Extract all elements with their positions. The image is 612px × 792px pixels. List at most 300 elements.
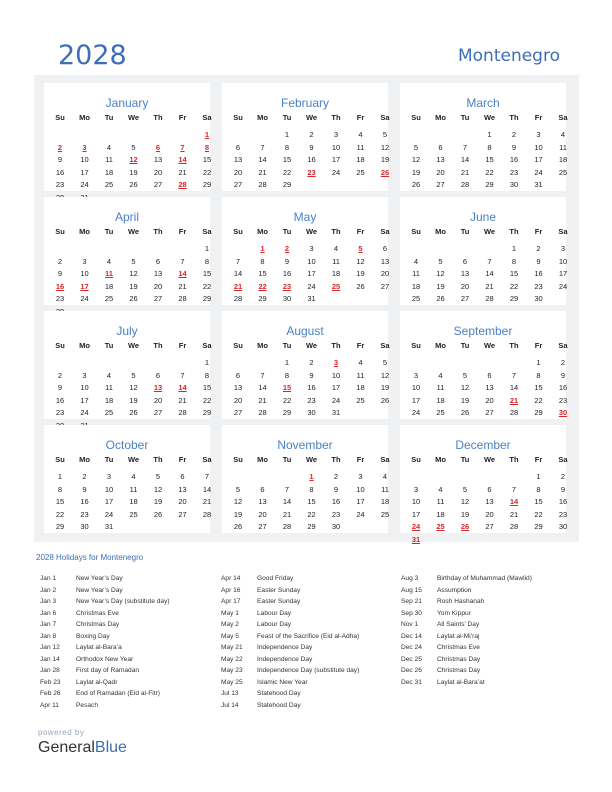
calendar-day: 20 bbox=[178, 497, 187, 506]
calendar-day: 9 bbox=[560, 484, 566, 494]
holiday-date: Apr 17 bbox=[221, 598, 241, 605]
holiday-name: Assumption bbox=[437, 586, 472, 594]
weekday-header: We bbox=[127, 455, 140, 464]
calendar-day: 10 bbox=[356, 484, 365, 494]
calendar-day: 28 bbox=[258, 180, 267, 189]
calendar-day: 11 bbox=[381, 484, 389, 494]
calendar-day: 10 bbox=[80, 269, 89, 278]
holiday-name: Christmas Eve bbox=[76, 609, 119, 617]
calendar-grid bbox=[34, 75, 579, 542]
weekday-header: Th bbox=[153, 341, 163, 350]
calendar-day: 16 bbox=[558, 497, 568, 506]
calendar-day: 29 bbox=[282, 180, 292, 189]
holiday-day: 30 bbox=[558, 408, 568, 417]
calendar-day: 13 bbox=[436, 155, 445, 164]
holiday-row bbox=[40, 644, 170, 656]
calendar-day: 12 bbox=[153, 484, 163, 494]
holiday-day: 11 bbox=[105, 269, 113, 278]
calendar-day: 1 bbox=[487, 130, 492, 139]
calendar-day: 4 bbox=[333, 244, 339, 253]
holiday-date: Feb 23 bbox=[40, 678, 61, 686]
holiday-name: New Year’s Day (substitute day) bbox=[76, 598, 170, 605]
weekday-header: We bbox=[305, 227, 318, 236]
calendar-day: 11 bbox=[356, 370, 365, 380]
weekday-header: Mo bbox=[79, 113, 90, 122]
weekday-header: Sa bbox=[202, 455, 212, 464]
holiday-row bbox=[221, 633, 359, 645]
calendar-day: 6 bbox=[155, 370, 161, 380]
calendar-day: 16 bbox=[55, 395, 65, 405]
calendar-day: 5 bbox=[382, 130, 388, 139]
month-name: November bbox=[277, 438, 333, 452]
calendar-day: 23 bbox=[558, 395, 568, 405]
calendar-day: 8 bbox=[284, 370, 290, 380]
calendar-day: 5 bbox=[131, 370, 136, 380]
weekday-header: Tu bbox=[460, 341, 470, 350]
calendar-day: 31 bbox=[534, 180, 543, 189]
holiday-name: Orthodox New Year bbox=[76, 655, 134, 663]
calendar-day: 24 bbox=[80, 294, 89, 303]
weekday-header: Tu bbox=[460, 227, 470, 236]
calendar-day: 9 bbox=[333, 484, 339, 494]
calendar-day: 11 bbox=[129, 484, 138, 494]
holiday-row bbox=[221, 610, 359, 622]
month-march bbox=[400, 83, 566, 191]
calendar-day: 16 bbox=[307, 383, 316, 392]
calendar-day: 9 bbox=[511, 142, 517, 152]
holiday-row bbox=[401, 598, 532, 610]
holiday-date: Aug 3 bbox=[401, 575, 419, 582]
calendar-day: 5 bbox=[462, 484, 468, 494]
weekday-header: Tu bbox=[282, 113, 292, 122]
weekday-header: We bbox=[127, 341, 140, 350]
weekday-header: Su bbox=[233, 227, 243, 236]
calendar-day: 8 bbox=[57, 484, 63, 494]
holiday-day: 23 bbox=[282, 281, 292, 291]
calendar-day: 7 bbox=[462, 142, 468, 152]
calendar-day: 21 bbox=[258, 167, 267, 177]
calendar-day: 4 bbox=[106, 370, 112, 380]
calendar-day: 17 bbox=[80, 167, 89, 177]
holiday-name: Christmas Day bbox=[437, 655, 481, 663]
holiday-name: Independence Day bbox=[257, 655, 313, 663]
holiday-row bbox=[401, 633, 532, 645]
holiday-row bbox=[221, 679, 359, 691]
holiday-name: Birthday of Muhammad (Mawlid) bbox=[437, 575, 532, 582]
calendar-day: 30 bbox=[509, 180, 519, 189]
calendar-day: 9 bbox=[57, 155, 63, 164]
month-october bbox=[44, 425, 210, 533]
holiday-date: Sep 30 bbox=[401, 609, 422, 617]
holiday-day: 28 bbox=[178, 180, 187, 189]
calendar-day: 21 bbox=[485, 281, 494, 291]
calendar-day: 21 bbox=[178, 395, 187, 405]
holiday-row bbox=[40, 610, 170, 622]
calendar-day: 22 bbox=[202, 281, 212, 291]
calendar-day: 13 bbox=[485, 497, 494, 506]
month-name: March bbox=[466, 96, 500, 110]
weekday-header: Fr bbox=[178, 455, 187, 464]
calendar-day: 9 bbox=[560, 370, 566, 380]
calendar-day: 22 bbox=[282, 395, 292, 405]
holiday-row bbox=[40, 667, 170, 679]
holiday-date: Jan 28 bbox=[40, 667, 60, 674]
holiday-name: Christmas Day bbox=[437, 667, 481, 674]
calendar-day: 10 bbox=[80, 155, 89, 164]
holiday-day: 8 bbox=[204, 142, 210, 152]
calendar-day: 24 bbox=[80, 408, 89, 417]
holiday-day: 24 bbox=[411, 522, 421, 531]
calendar-day: 5 bbox=[462, 370, 468, 380]
holiday-day: 22 bbox=[258, 281, 267, 291]
calendar-day: 30 bbox=[282, 294, 292, 303]
calendar-day: 15 bbox=[55, 497, 65, 506]
holiday-day: 1 bbox=[204, 130, 210, 139]
calendar-day: 5 bbox=[382, 358, 388, 367]
calendar-day: 19 bbox=[356, 269, 365, 278]
calendar-day: 18 bbox=[356, 383, 365, 392]
holiday-name: Statehood Day bbox=[257, 690, 301, 697]
holiday-name: Pesach bbox=[76, 701, 98, 709]
calendar-day: 1 bbox=[57, 472, 63, 481]
holiday-date: Sep 21 bbox=[401, 598, 422, 605]
weekday-header: Sa bbox=[558, 227, 568, 236]
weekday-header: Mo bbox=[435, 227, 446, 236]
weekday-header: Tu bbox=[104, 455, 114, 464]
weekday-header: Tu bbox=[104, 341, 114, 350]
holiday-name: Easter Sunday bbox=[257, 598, 301, 605]
calendar-day: 13 bbox=[233, 383, 243, 392]
holiday-day: 14 bbox=[178, 269, 187, 278]
holiday-date: Jul 14 bbox=[221, 701, 239, 709]
weekday-header: Th bbox=[509, 455, 519, 464]
weekday-header: Su bbox=[411, 113, 421, 122]
holiday-day: 26 bbox=[460, 522, 470, 531]
holiday-row bbox=[221, 690, 359, 702]
calendar-day: 23 bbox=[55, 408, 65, 417]
calendar-day: 29 bbox=[202, 294, 212, 303]
weekday-header: Su bbox=[55, 113, 65, 122]
calendar-day: 15 bbox=[534, 497, 543, 506]
calendar-day: 2 bbox=[560, 472, 566, 481]
holiday-day: 12 bbox=[129, 155, 138, 164]
calendar-day: 15 bbox=[307, 497, 316, 506]
calendar-day: 22 bbox=[202, 167, 212, 177]
month-name: April bbox=[114, 210, 139, 224]
holiday-date: Jan 3 bbox=[40, 598, 57, 605]
holiday-day: 17 bbox=[80, 281, 89, 291]
calendar-day: 16 bbox=[282, 269, 292, 278]
country-title: Montenegro bbox=[457, 46, 560, 66]
calendar-day: 12 bbox=[460, 497, 470, 506]
weekday-header: Su bbox=[411, 227, 421, 236]
calendar-day: 27 bbox=[436, 180, 445, 189]
calendar-day: 29 bbox=[202, 408, 212, 417]
calendar-day: 6 bbox=[260, 484, 265, 494]
calendar-day: 25 bbox=[129, 509, 138, 519]
holiday-day: 21 bbox=[509, 395, 519, 405]
holiday-row bbox=[401, 679, 532, 691]
calendar-day: 29 bbox=[307, 522, 316, 531]
calendar-day: 1 bbox=[204, 244, 210, 253]
holiday-date: Jan 6 bbox=[40, 609, 57, 617]
calendar-day: 18 bbox=[129, 497, 138, 506]
calendar-day: 10 bbox=[331, 370, 341, 380]
holiday-day: 1 bbox=[309, 472, 314, 481]
calendar-day: 24 bbox=[411, 408, 421, 417]
calendar-day: 15 bbox=[202, 383, 212, 392]
weekday-header: We bbox=[127, 113, 140, 122]
weekday-header: Mo bbox=[257, 113, 268, 122]
calendar-day: 7 bbox=[284, 484, 290, 494]
holiday-row bbox=[40, 587, 170, 599]
calendar-day: 14 bbox=[258, 383, 267, 392]
month-december bbox=[400, 425, 568, 544]
holiday-date: Dec 14 bbox=[401, 632, 422, 640]
calendar-day: 6 bbox=[235, 142, 241, 152]
weekday-header: Th bbox=[331, 113, 341, 122]
calendar-day: 10 bbox=[558, 256, 568, 266]
calendar-day: 9 bbox=[536, 256, 541, 266]
month-february bbox=[222, 83, 388, 191]
weekday-header: Sa bbox=[558, 113, 568, 122]
month-september bbox=[400, 311, 566, 419]
calendar-day: 8 bbox=[284, 142, 290, 152]
holiday-day: 31 bbox=[411, 534, 421, 544]
calendar-day: 27 bbox=[233, 180, 243, 189]
calendar-day: 22 bbox=[202, 395, 212, 405]
calendar-day: 8 bbox=[309, 484, 314, 494]
holiday-row bbox=[40, 690, 170, 702]
calendar-day: 18 bbox=[380, 497, 390, 506]
holiday-day: 14 bbox=[509, 497, 519, 506]
holiday-column bbox=[401, 575, 532, 690]
calendar-day: 2 bbox=[333, 472, 339, 481]
calendar-day: 26 bbox=[356, 281, 365, 291]
calendar-day: 11 bbox=[105, 383, 113, 392]
calendar-day: 19 bbox=[411, 167, 421, 177]
calendar-day: 17 bbox=[558, 269, 568, 278]
weekday-header: Tu bbox=[282, 341, 292, 350]
calendar-day: 2 bbox=[82, 472, 87, 481]
weekday-header: Sa bbox=[202, 341, 212, 350]
calendar-day: 2 bbox=[309, 130, 314, 139]
calendar-day: 14 bbox=[485, 269, 494, 278]
month-may bbox=[222, 197, 388, 305]
holiday-day: 15 bbox=[282, 383, 292, 392]
calendar-day: 19 bbox=[129, 281, 138, 291]
calendar-day: 4 bbox=[560, 130, 566, 139]
weekday-header: Fr bbox=[356, 341, 365, 350]
calendar-day: 3 bbox=[358, 472, 363, 481]
calendar-day: 19 bbox=[129, 167, 138, 177]
calendar-day: 20 bbox=[460, 281, 470, 291]
holiday-date: Jan 12 bbox=[40, 644, 60, 651]
calendar-day: 8 bbox=[487, 142, 492, 152]
calendar-day: 18 bbox=[104, 167, 114, 177]
holiday-row bbox=[40, 633, 170, 645]
calendar-day: 17 bbox=[331, 383, 341, 392]
calendar-day: 3 bbox=[413, 370, 419, 380]
calendar-day: 25 bbox=[104, 294, 114, 303]
calendar-day: 6 bbox=[487, 370, 492, 380]
calendar-day: 23 bbox=[509, 167, 519, 177]
weekday-header: Sa bbox=[380, 341, 390, 350]
calendar-day: 27 bbox=[153, 180, 163, 189]
month-name: September bbox=[453, 324, 513, 338]
calendar-day: 15 bbox=[282, 155, 292, 164]
weekday-header: Tu bbox=[282, 227, 292, 236]
calendar-day: 27 bbox=[485, 522, 494, 531]
calendar-day: 12 bbox=[411, 155, 421, 164]
calendar-day: 6 bbox=[180, 472, 185, 481]
holidays-title: 2028 Holidays for Montenegro bbox=[36, 553, 144, 562]
calendar-day: 3 bbox=[82, 256, 87, 266]
month-name: July bbox=[116, 324, 138, 338]
calendar-day: 26 bbox=[411, 180, 421, 189]
calendar-day: 20 bbox=[153, 395, 163, 405]
holiday-name: New Year’s Day bbox=[76, 575, 123, 582]
powered-by-text: powered by bbox=[38, 728, 85, 737]
calendar-day: 9 bbox=[57, 269, 63, 278]
calendar-day: 4 bbox=[438, 370, 443, 380]
calendar-day: 29 bbox=[258, 294, 267, 303]
weekday-header: Su bbox=[55, 341, 65, 350]
holiday-date: Aug 15 bbox=[401, 586, 422, 594]
calendar-day: 26 bbox=[129, 294, 138, 303]
holiday-row bbox=[401, 621, 532, 633]
calendar-day: 4 bbox=[358, 130, 363, 139]
calendar-day: 2 bbox=[511, 130, 517, 139]
holiday-row bbox=[40, 656, 170, 668]
calendar-day: 27 bbox=[460, 294, 470, 303]
calendar-day: 3 bbox=[333, 130, 339, 139]
holiday-date: Dec 26 bbox=[401, 667, 422, 674]
calendar-day: 26 bbox=[233, 522, 243, 531]
calendar-day: 8 bbox=[536, 484, 541, 494]
holiday-row bbox=[401, 587, 532, 599]
calendar-day: 10 bbox=[331, 142, 341, 152]
weekday-header: Sa bbox=[380, 455, 390, 464]
weekday-header: Mo bbox=[79, 341, 90, 350]
calendar-day: 26 bbox=[153, 509, 163, 519]
month-name: August bbox=[286, 324, 324, 338]
calendar-day: 30 bbox=[331, 522, 341, 531]
weekday-header: Th bbox=[509, 113, 519, 122]
holiday-date: Apr 14 bbox=[221, 575, 241, 582]
calendar-day: 1 bbox=[284, 130, 290, 139]
calendar-day: 9 bbox=[284, 256, 290, 266]
calendar-day: 21 bbox=[258, 395, 267, 405]
calendar-day: 13 bbox=[153, 155, 163, 164]
calendar-day: 17 bbox=[307, 269, 316, 278]
calendar-day: 7 bbox=[235, 256, 241, 266]
calendar-day: 24 bbox=[356, 509, 365, 519]
calendar-day: 29 bbox=[55, 522, 65, 531]
calendar-day: 17 bbox=[411, 395, 421, 405]
calendar-day: 19 bbox=[460, 509, 470, 519]
calendar-day: 2 bbox=[536, 244, 541, 253]
holiday-name: Rosh Hashanah bbox=[437, 598, 485, 605]
holiday-day: 23 bbox=[307, 167, 316, 177]
calendar-day: 18 bbox=[104, 281, 114, 291]
calendar-day: 18 bbox=[436, 509, 445, 519]
holiday-date: May 25 bbox=[221, 678, 243, 686]
weekday-header: Th bbox=[153, 455, 163, 464]
calendar-day: 14 bbox=[460, 155, 470, 164]
holiday-date: May 21 bbox=[221, 644, 243, 651]
holiday-row bbox=[40, 575, 170, 587]
calendar-day: 21 bbox=[178, 167, 187, 177]
calendar-day: 16 bbox=[509, 155, 519, 164]
month-name: December bbox=[455, 438, 511, 452]
calendar-day: 7 bbox=[260, 142, 265, 152]
brand-general: General bbox=[38, 739, 95, 756]
calendar-day: 24 bbox=[331, 395, 341, 405]
holiday-name: Christmas Eve bbox=[437, 644, 480, 651]
calendar-day: 18 bbox=[436, 395, 445, 405]
calendar-day: 24 bbox=[307, 281, 316, 291]
calendar-day: 25 bbox=[356, 395, 365, 405]
weekday-header: We bbox=[305, 455, 318, 464]
holiday-name: Labour Day bbox=[257, 621, 292, 628]
calendar-day: 26 bbox=[129, 180, 138, 189]
calendar-day: 12 bbox=[356, 256, 365, 266]
calendar-day: 17 bbox=[104, 497, 114, 506]
holiday-row bbox=[401, 656, 532, 668]
holiday-name: Yom Kippur bbox=[437, 609, 471, 617]
holiday-row bbox=[401, 610, 532, 622]
weekday-header: Fr bbox=[534, 113, 543, 122]
month-name: June bbox=[469, 210, 497, 224]
weekday-header: Th bbox=[153, 227, 163, 236]
weekday-header: Tu bbox=[282, 455, 292, 464]
weekday-header: Mo bbox=[257, 341, 268, 350]
holiday-column bbox=[40, 575, 170, 713]
calendar-day: 28 bbox=[282, 522, 292, 531]
calendar-day: 4 bbox=[358, 358, 363, 367]
calendar-day: 12 bbox=[129, 269, 138, 278]
calendar-day: 12 bbox=[380, 142, 390, 152]
calendar-day: 18 bbox=[104, 395, 114, 405]
calendar-day: 13 bbox=[380, 256, 390, 266]
calendar-day: 28 bbox=[509, 522, 519, 531]
month-name: October bbox=[105, 438, 149, 452]
calendar-day: 28 bbox=[509, 408, 519, 417]
calendar-day: 23 bbox=[331, 509, 341, 519]
weekday-header: We bbox=[305, 341, 318, 350]
calendar-day: 9 bbox=[82, 484, 87, 494]
holiday-name: Islamic New Year bbox=[257, 678, 308, 686]
calendar-day: 1 bbox=[284, 358, 290, 367]
calendar-day: 28 bbox=[460, 180, 470, 189]
calendar-day: 22 bbox=[534, 509, 543, 519]
calendar-day: 24 bbox=[534, 167, 543, 177]
calendar-day: 14 bbox=[509, 383, 519, 392]
weekday-header: We bbox=[483, 341, 496, 350]
calendar-day: 8 bbox=[204, 256, 210, 266]
calendar-day: 15 bbox=[485, 155, 494, 164]
calendar-day: 25 bbox=[356, 167, 365, 177]
calendar-day: 7 bbox=[487, 256, 492, 266]
holiday-name: All Saints’ Day bbox=[437, 621, 480, 628]
holiday-row bbox=[221, 656, 359, 668]
holiday-name: New Year’s Day bbox=[76, 586, 123, 594]
calendar-day: 31 bbox=[331, 408, 341, 417]
weekday-header: Su bbox=[55, 455, 65, 464]
calendar-day: 20 bbox=[258, 509, 267, 519]
weekday-header: Th bbox=[331, 227, 341, 236]
